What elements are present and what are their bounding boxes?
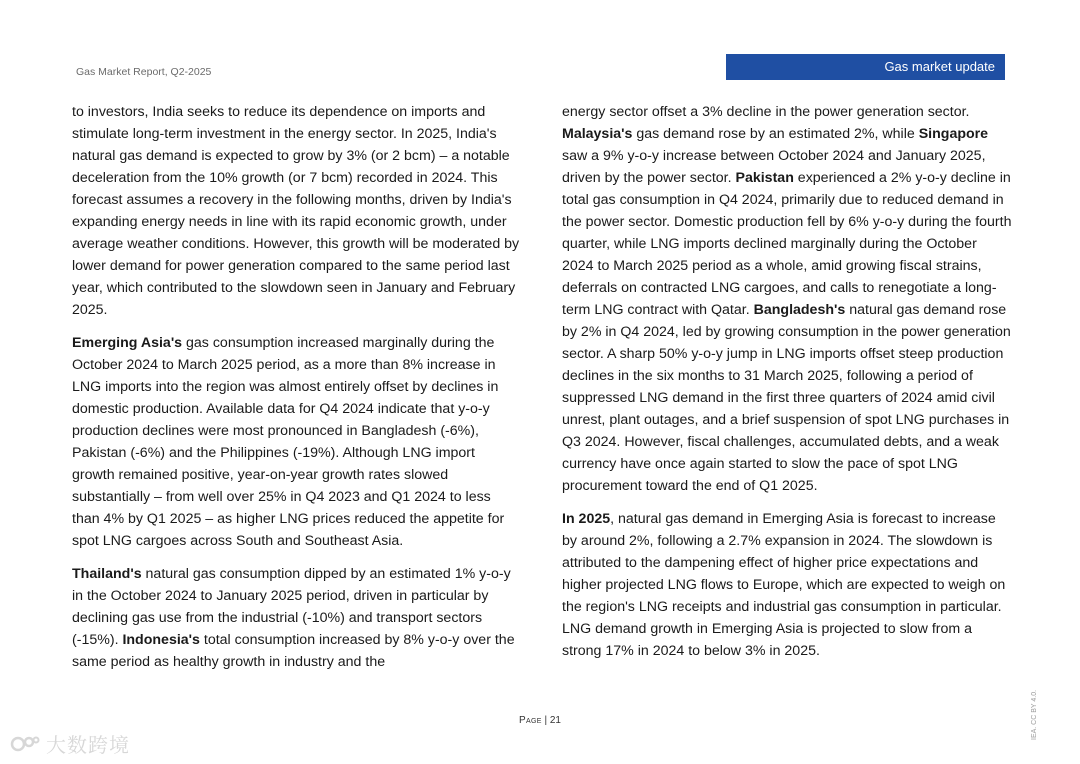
left-column xyxy=(72,101,520,673)
indonesia-heading: Indonesia's xyxy=(122,632,200,648)
page-label: Page xyxy=(519,715,542,726)
section-badge: Gas market update xyxy=(726,54,1005,80)
page-footer xyxy=(0,715,1080,726)
paragraph-thailand: Thailand's natural gas consumption dipped by an estimated 1% y-o-y in the October 2024 to January 2025 period, driven in particular by declining gas use from the industrial (-10%) and transport sectors (-15%). Indonesia's total consumption increased by 8% y-o-y over the same period as healthy growth in industry and the xyxy=(72,566,515,670)
watermark-logo-icon xyxy=(10,733,40,755)
pakistan-heading: Pakistan xyxy=(735,170,794,186)
paragraph-outlook-2025: In 2025, natural gas demand in Emerging Asia is forecast to increase by around 2%, following a 2.7% expansion in 2024. The slowdown is attributed to the dampening effect of higher price expectations and higher projected LNG flows to Europe, which are expected to weigh on the region's LNG receipts and industrial gas consumption in particular. LNG demand growth in Emerging Asia is projected to slow from a strong 17% in 2024 to below 3% in 2025. xyxy=(562,511,1006,659)
page-separator: | xyxy=(544,715,548,726)
bangladesh-heading: Bangladesh's xyxy=(753,302,846,318)
paragraph-emerging-asia: Emerging Asia's gas consumption increased marginally during the October 2024 to March 2025 period, as a more than 8% increase in LNG imports into the region was almost entirely offset by declines in domestic production. Available data for Q4 2024 indicate that y-o-y production declines were most pronounced in Bangladesh (-6%), Pakistan (-6%) and the Philippines (-19%). Although LNG import growth remained positive, year-on-year growth rates slowed substantially – from well over 25% in Q4 2023 and Q1 2024 to less than 4% by Q1 2025 – as higher LNG prices reduced the appetite for spot LNG cargoes across South and Southeast Asia. xyxy=(72,335,505,549)
in-2025-heading: In 2025 xyxy=(562,511,611,527)
thailand-heading: Thailand's xyxy=(72,566,142,582)
page-number: 21 xyxy=(549,715,561,726)
side-credit: IEA. CC BY 4.0. xyxy=(1031,689,1038,740)
paragraph-india: to investors, India seeks to reduce its dependence on imports and stimulate long-term investment in the energy sector. In 2025, India's natural gas demand is expected to grow by 3% (or 2 bcm) – a notable deceleration from the 10% growth (or 7 bcm) recorded in 2024. This forecast assumes a recovery in the following months, driven by India's expanding energy needs in line with its rapid economic growth, under average weather conditions. However, this growth will be moderated by lower demand for power generation compared to the same period last year, which contributed to the slowdown seen in January and February 2025. xyxy=(72,104,520,318)
paragraph-country-details: energy sector offset a 3% decline in the power generation sector. Malaysia's gas demand rose by an estimated 2%, while Singapore saw a 9% y-o-y increase between October 2024 and January 2025, driven by the power sector. Pakistan experienced a 2% y-o-y decline in total gas consumption in Q4 2024, primarily due to reduced demand in the power sector. Domestic production fell by 6% y-o-y during the fourth quarter, while LNG imports declined marginally during the October 2024 to March 2025 period as a whole, amid growing fiscal strains, deferrals on contracted LNG cargoes, and calls to renegotiate a long-term LNG contract with Qatar. Bangladesh's natural gas demand rose by 2% in Q4 2024, led by growing consumption in the power generation sector. A sharp 50% y-o-y jump in LNG imports offset steep production declines in the six months to 31 March 2025, following a period of suppressed LNG demand in the first three quarters of 2024 amid civil unrest, plant outages, and a brief suspension of spot LNG purchases in Q3 2024. However, fiscal challenges, accumulated debts, and a weak currency have once again started to slow the pace of spot LNG procurement toward the end of Q1 2025. xyxy=(562,104,1012,494)
watermark-text: 大数跨境 xyxy=(46,733,130,757)
singapore-heading: Singapore xyxy=(918,126,989,142)
report-title: Gas Market Report, Q2-2025 xyxy=(76,66,212,78)
emerging-asia-heading: Emerging Asia's xyxy=(72,335,183,351)
malaysia-heading: Malaysia's xyxy=(562,126,633,142)
watermark xyxy=(10,729,130,758)
right-column xyxy=(562,101,1012,662)
